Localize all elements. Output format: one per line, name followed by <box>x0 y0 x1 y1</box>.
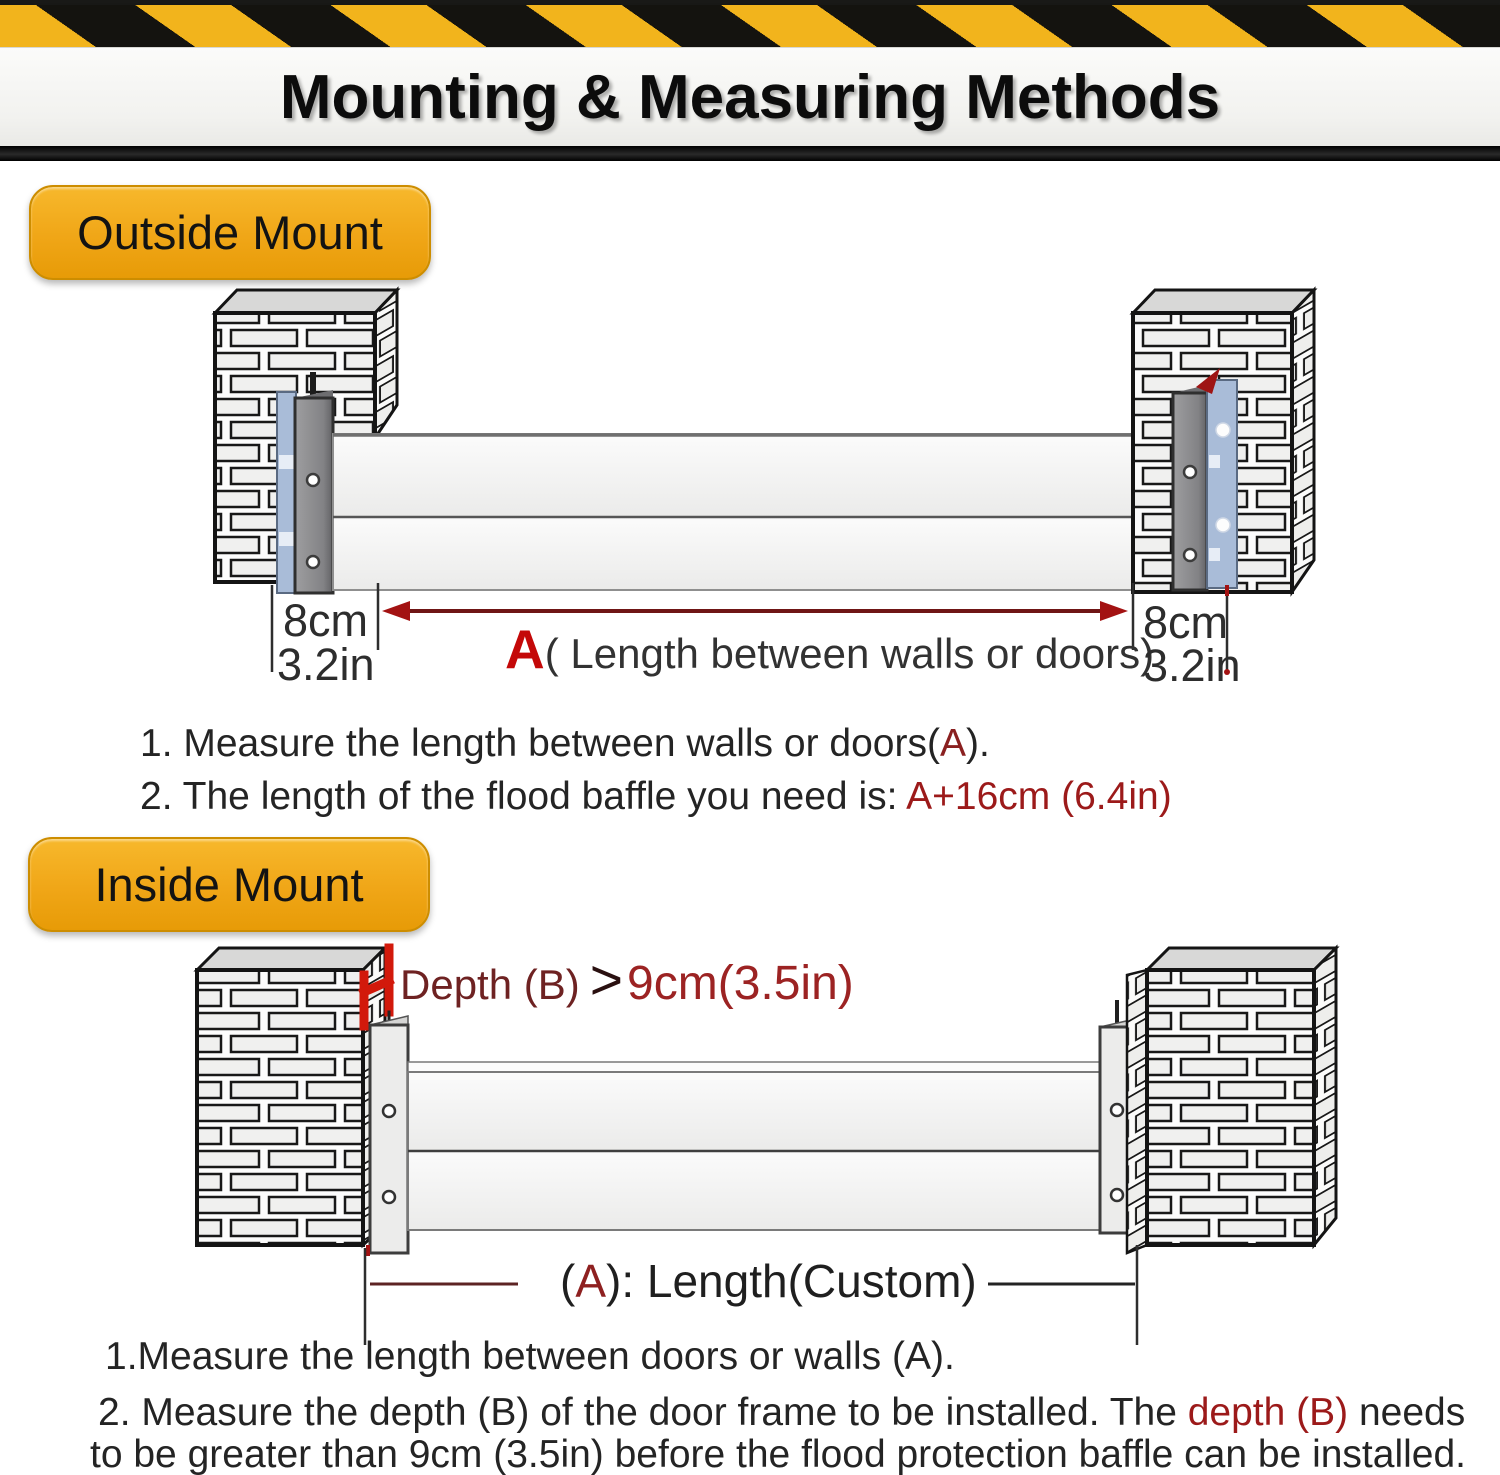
length-a-description: ( Length between walls or doors) <box>544 630 1155 677</box>
brick-pillar-left-inside <box>197 948 385 1245</box>
outside-step-1: 1. Measure the length between walls or doors(A). <box>140 722 990 765</box>
outside-step-1-a: A <box>939 722 966 765</box>
inside-step-2-line2: to be greater than 9cm (3.5in) before the flood protection baffle can be installed. <box>90 1433 1466 1475</box>
mounting-channel-left-inside <box>368 1016 408 1256</box>
length-a-letter: A <box>505 618 545 680</box>
brick-pillar-right-inside <box>1127 948 1336 1253</box>
arrowhead-right <box>1100 601 1128 621</box>
depth-b-value: 9cm(3.5in) <box>627 957 854 1010</box>
arrowhead-left <box>382 601 410 621</box>
mounting-channel-left-outside <box>277 372 333 593</box>
banner-bottom-bar <box>0 146 1500 161</box>
outside-step-2-value: A+16cm (6.4in) <box>906 775 1172 818</box>
inside-mount-badge <box>28 837 430 932</box>
inside-mount-diagram <box>0 940 1500 1345</box>
length-custom-a: A <box>575 1255 607 1307</box>
outside-mount-badge <box>29 185 431 280</box>
left-overlap-cm-label: 8cm <box>283 595 369 646</box>
outside-mount-steps <box>140 724 1172 816</box>
outside-mount-diagram <box>0 280 1500 710</box>
length-custom-label: ( A ): Length(Custom) <box>560 1255 977 1307</box>
outside-mount-badge-label: Outside Mount <box>77 206 383 259</box>
inside-step-2-depth-b: depth (B) <box>1187 1391 1349 1434</box>
inside-step-1: 1.Measure the length between doors or walls (A). <box>105 1335 955 1378</box>
right-overlap-cm-label: 8cm <box>1143 597 1229 648</box>
left-overlap-in-label: 3.2in <box>277 639 375 690</box>
page-title: Mounting & Measuring Methods <box>279 63 1221 132</box>
mounting-channel-right-outside <box>1173 368 1237 590</box>
flood-barrier-inside <box>408 1062 1100 1230</box>
length-a-label <box>505 618 1155 680</box>
outside-step-2: 2. The length of the flood baffle you need is: A+16cm (6.4in) <box>140 775 1172 818</box>
flood-barrier-outside <box>333 434 1173 590</box>
hazard-tape-stripes <box>0 5 1500 47</box>
title-banner <box>0 47 1500 147</box>
depth-b-label: Depth (B) > 9cm(3.5in) <box>400 948 854 1012</box>
inside-mount-badge-label: Inside Mount <box>94 858 364 911</box>
inside-step-2-line1: 2. Measure the depth (B) of the door frame to be installed. The depth (B) needs <box>98 1391 1466 1434</box>
inside-mount-steps <box>0 1337 1500 1474</box>
greater-than-sign: > <box>589 948 624 1012</box>
right-overlap-in-label: 3.2in <box>1143 640 1241 691</box>
